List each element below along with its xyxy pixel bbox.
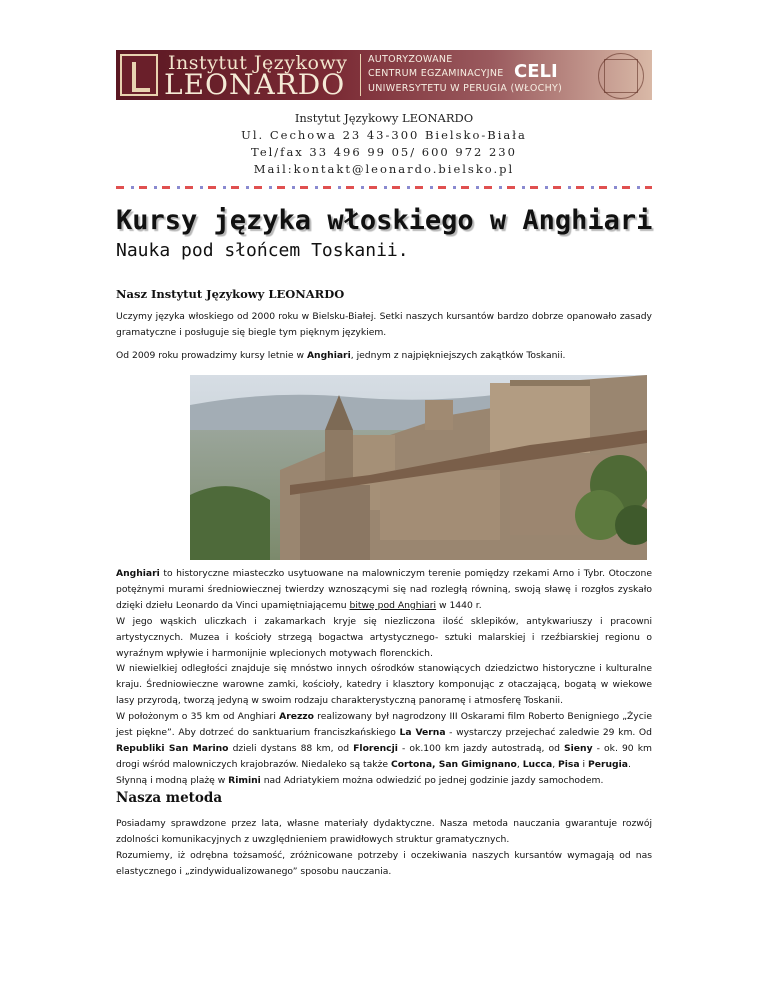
banner-line1: AUTORYZOWANE [368,54,453,65]
page-title: Kursy języka włoskiego w Anghiari [116,205,653,236]
header-banner [116,50,652,100]
address-street: Ul. Cechowa 23 43-300 Bielsko-Biała [241,128,527,142]
address-email: Mail:kontakt@leonardo.bielsko.pl [253,162,515,176]
anghiari-description: Anghiari to historyczne miasteczko usytuowane na malowniczym terenie pomiędzy rzekami Arno i Tybr. Otoczone potężnymi murami średniowiecznej twierdzy wznoszącymi się nad rozległą równiną, swoją sławę i rozgłos zyskało dzięki dziełu Leonardo da Vinci upamiętniającemu bitwę pod Anghiari w 1440 r. W jego wąskich uliczkach i zakamarkach kryje się niezliczona ilość sklepików, antykwariuszy i pracowni artystycznych. Muzea i kościoły strzegą bogactwa artystycznego- sztuki malarskiej i rzeźbiarskiej regionu o wyraźnym wpływie i harmonijnie wplecionych motywach florenckich. W niewielkiej odległości znajduje się mnóstwo innych ośrodków stanowiących dziedzictwo historyczne i kulturalne kraju. Średniowieczne warowne zamki, kościoły, katedry i klasztory komponując z otaczającą, bogatą w wiekowe lasy przyrodą, tworzą jedyną w swoim rodzaju charakterystyczną panoramę i atmosferę Toskanii. W położonym o 35 km od Anghiari Arezzo realizowany był nagrodzony III Oskarami film Roberto Benigniego „Życie jest piękne”. Aby dotrzeć do sanktuarium franciszkańskiego La Verna - wystarczy przejechać zaledwie 29 km. Od Republiki San Marino dzieli dystans 88 km, od Florencji - ok.100 km jazdy autostradą, od Sieny - ok. 90 km drogi wśród malowniczych krajobrazów. Niedaleko są także Cortona, San Gimignano, Lucca, Pisa i Perugia. Słynną i modną plażę w Rimini nad Adriatykiem można odwiedzić po jednej godzinie jazdy samochodem. [116,568,652,786]
summer-course-paragraph: Od 2009 roku prowadzimy kursy letnie w Anghiari, jednym z najpiękniejszych zakątków Toskanii. [116,350,566,361]
address-name: Instytut Językowy LEONARDO [294,111,474,125]
intro-paragraph: Uczymy języka włoskiego od 2000 roku w Bielsku-Białej. Setki naszych kursantów bardzo dobrze opanowało zasady gramatyczne i posługuje się biegle tym pięknym językiem. [116,311,652,338]
section-heading-institute: Nasz Instytut Językowy LEONARDO [116,287,345,301]
section-heading-method: Nasza metoda [116,790,223,806]
banner-institute: Instytut Językowy [168,52,348,74]
divider-line [116,186,652,189]
page-subtitle: Nauka pod słońcem Toskanii. [116,240,409,261]
anghiari-photo [190,375,647,560]
method-paragraph: Posiadamy sprawdzone przez lata, własne materiały dydaktyczne. Nasza metoda nauczania gwarantuje rozwój zdolności komunikacyjnych z uwzględnieniem prawidłowych struktur gramatycznych. Rozumiemy, iż odrębna tożsamość, zróżnicowane potrzeby i oczekiwania naszych kursantów wymagają od nas elastycznego i „zindywidualizowanego” sposobu nauczania. [116,818,652,877]
banner-name: LEONARDO [164,68,346,100]
vitruvian-man-icon [598,53,644,99]
banner-celi: CELI [514,61,558,82]
banner-line3: UNIWERSYTETU W PERUGIA (WŁOCHY) [368,83,563,94]
banner-divider [360,54,361,96]
banner-line2: CENTRUM EGZAMINACYJNE [368,68,504,79]
leonardo-logo-icon [120,54,158,96]
address-phone: Tel/fax 33 496 99 05/ 600 972 230 [251,145,517,159]
